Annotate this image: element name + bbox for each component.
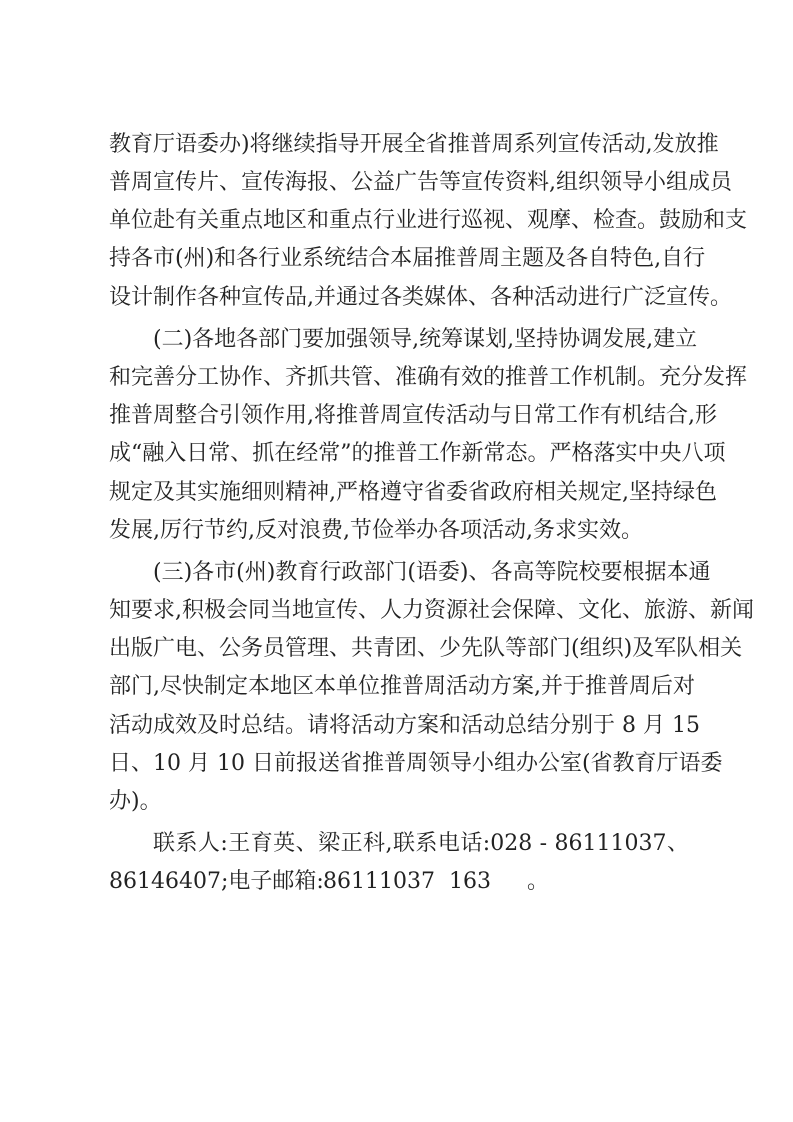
text-line-13: 知要求,积极会同当地宣传、人力资源社会保障、文化、旅游、新闻 — [109, 598, 754, 623]
text-line-18: 办)。 — [109, 789, 162, 814]
contact-line — [109, 867, 689, 897]
contact-end: 。 — [527, 869, 550, 894]
text-line-19: 联系人:王育英、梁正科,联系电话:028 - 86111037、 — [153, 831, 689, 856]
text-line-6: (二)各地各部门要加强领导,统筹谋划,坚持协调发展,建立 — [153, 327, 698, 352]
email-domain: 163 — [449, 869, 491, 894]
text-line-5: 设计制作各种宣传品,并通过各类媒体、各种活动进行广泛宣传。 — [109, 285, 732, 310]
text-line-11: 发展,厉行节约,反对浪费,节俭举办各项活动,务求实效。 — [109, 518, 643, 543]
text-line-14: 出版广电、公务员管理、共青团、少先队等部门(组织)及军队相关 — [109, 636, 743, 661]
text-line-16: 活动成效及时总结。请将活动方案和活动总结分别于 8 月 15 — [109, 713, 700, 738]
text-line-4: 持各市(州)和各行业系统结合本届推普周主题及各自特色,自行 — [109, 246, 706, 271]
contact-label: 86146407;电子邮箱: — [109, 869, 324, 894]
text-line-12: (三)各市(州)教育行政部门(语委)、各高等院校要根据本通 — [153, 560, 711, 585]
text-line-10: 规定及其实施细则精神,严格遵守省委省政府相关规定,坚持绿色 — [109, 480, 717, 505]
text-line-8: 推普周整合引领作用,将推普周宣传活动与日常工作有机结合,形 — [109, 403, 717, 428]
email-number: 86111037 — [323, 869, 435, 894]
text-line-17: 日、10 月 10 日前报送省推普周领导小组办公室(省教育厅语委 — [109, 751, 723, 776]
text-line-2: 普周宣传片、宣传海报、公益广告等宣传资料,组织领导小组成员 — [109, 170, 732, 195]
text-line-15: 部门,尽快制定本地区本单位推普周活动方案,并于推普周后对 — [109, 674, 695, 699]
text-line-3: 单位赴有关重点地区和重点行业进行巡视、观摩、检查。鼓励和支 — [109, 208, 748, 233]
text-line-1: 教育厅语委办)将继续指导开展全省推普周系列宣传活动,发放推 — [109, 132, 719, 157]
text-line-9: 成“融入日常、抓在经常”的推普工作新常态。严格落实中央八项 — [109, 441, 726, 466]
text-line-7: 和完善分工协作、齐抓共管、准确有效的推普工作机制。充分发挥 — [109, 365, 748, 390]
